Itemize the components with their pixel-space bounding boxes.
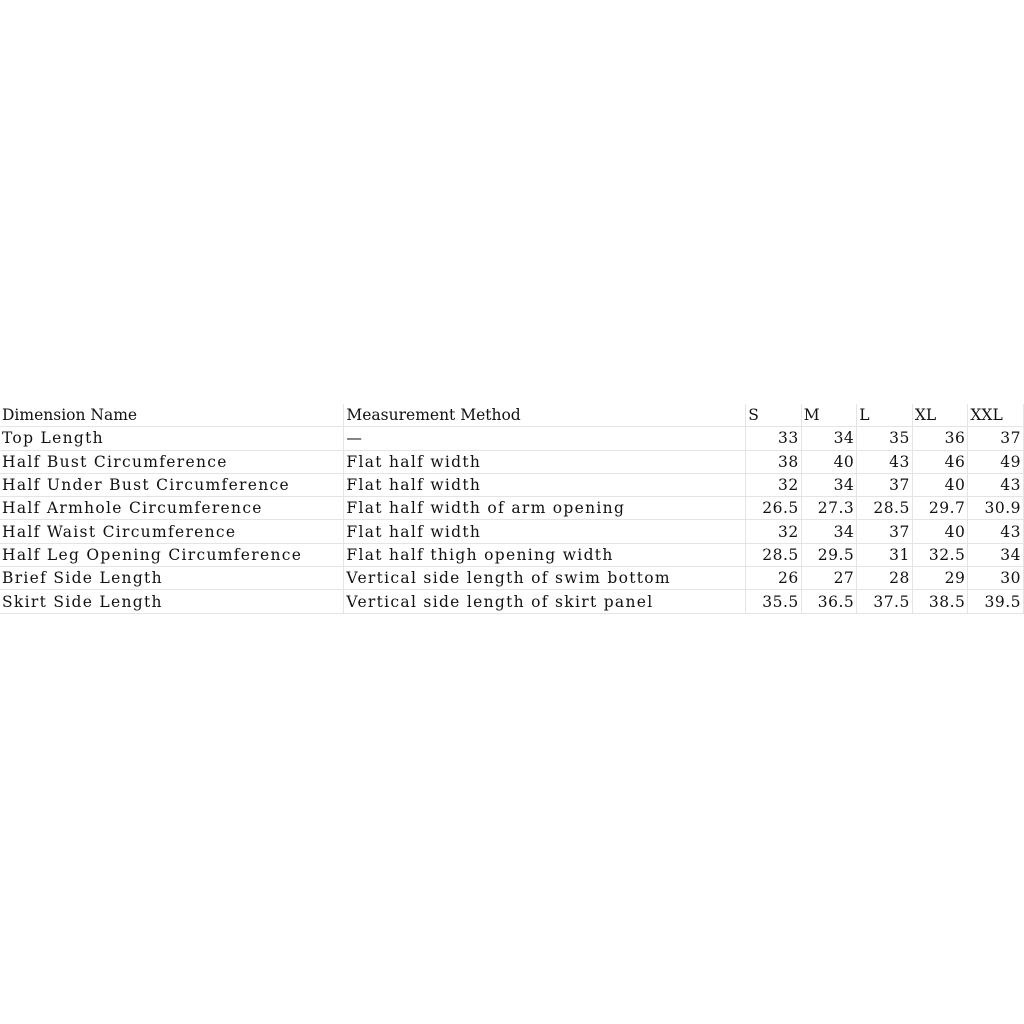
size-value-cell-xxl: 30.9 [968, 497, 1024, 520]
size-value-cell-m: 36.5 [801, 590, 857, 613]
size-value-cell-xl: 40 [912, 473, 968, 496]
header-size-xxl: XXL [968, 404, 1024, 427]
dimension-name-cell: Skirt Side Length [0, 590, 344, 613]
size-value-cell-s: 38 [746, 450, 802, 473]
size-value-cell-xxl: 30 [968, 567, 1024, 590]
size-value-cell-m: 34 [801, 520, 857, 543]
dimension-name-cell: Top Length [0, 427, 344, 450]
measurement-method-cell: Flat half width [344, 520, 746, 543]
dimension-name-cell: Brief Side Length [0, 567, 344, 590]
size-value-cell-m: 27.3 [801, 497, 857, 520]
size-value-cell-l: 28 [857, 567, 913, 590]
size-value-cell-l: 37 [857, 473, 913, 496]
measurement-method-cell: — [344, 427, 746, 450]
size-value-cell-xl: 32.5 [912, 543, 968, 566]
table-header-row [0, 404, 1024, 427]
header-size-s: S [746, 404, 802, 427]
size-value-cell-xxl: 49 [968, 450, 1024, 473]
size-value-cell-xxl: 39.5 [968, 590, 1024, 613]
size-value-cell-xl: 36 [912, 427, 968, 450]
size-value-cell-s: 32 [746, 520, 802, 543]
table-row [0, 473, 1024, 496]
size-value-cell-xxl: 43 [968, 473, 1024, 496]
dimension-name-cell: Half Bust Circumference [0, 450, 344, 473]
size-value-cell-xl: 38.5 [912, 590, 968, 613]
header-dimension-name: Dimension Name [0, 404, 344, 427]
measurement-method-cell: Flat half thigh opening width [344, 543, 746, 566]
size-value-cell-m: 29.5 [801, 543, 857, 566]
size-value-cell-s: 26.5 [746, 497, 802, 520]
measurement-method-cell: Vertical side length of swim bottom [344, 567, 746, 590]
size-value-cell-s: 28.5 [746, 543, 802, 566]
dimension-name-cell: Half Under Bust Circumference [0, 473, 344, 496]
header-measurement-method: Measurement Method [344, 404, 746, 427]
header-size-xl: XL [912, 404, 968, 427]
table-row [0, 427, 1024, 450]
size-value-cell-xxl: 37 [968, 427, 1024, 450]
measurement-method-cell: Flat half width [344, 473, 746, 496]
table-body [0, 427, 1024, 613]
size-value-cell-s: 32 [746, 473, 802, 496]
size-value-cell-xl: 46 [912, 450, 968, 473]
size-chart-table [0, 404, 1024, 614]
measurement-method-cell: Vertical side length of skirt panel [344, 590, 746, 613]
header-size-l: L [857, 404, 913, 427]
measurement-method-cell: Flat half width [344, 450, 746, 473]
size-value-cell-l: 35 [857, 427, 913, 450]
size-value-cell-xl: 29 [912, 567, 968, 590]
table-row [0, 543, 1024, 566]
size-value-cell-xxl: 34 [968, 543, 1024, 566]
size-value-cell-m: 40 [801, 450, 857, 473]
measurement-method-cell: Flat half width of arm opening [344, 497, 746, 520]
size-value-cell-l: 37 [857, 520, 913, 543]
size-value-cell-l: 28.5 [857, 497, 913, 520]
header-size-m: M [801, 404, 857, 427]
size-value-cell-m: 34 [801, 427, 857, 450]
table-row [0, 520, 1024, 543]
size-value-cell-xxl: 43 [968, 520, 1024, 543]
dimension-name-cell: Half Leg Opening Circumference [0, 543, 344, 566]
table-row [0, 590, 1024, 613]
size-value-cell-s: 26 [746, 567, 802, 590]
table-row [0, 497, 1024, 520]
size-value-cell-s: 35.5 [746, 590, 802, 613]
size-value-cell-l: 37.5 [857, 590, 913, 613]
size-value-cell-m: 34 [801, 473, 857, 496]
dimension-name-cell: Half Armhole Circumference [0, 497, 344, 520]
dimension-name-cell: Half Waist Circumference [0, 520, 344, 543]
size-value-cell-l: 43 [857, 450, 913, 473]
size-value-cell-xl: 40 [912, 520, 968, 543]
size-value-cell-s: 33 [746, 427, 802, 450]
size-value-cell-m: 27 [801, 567, 857, 590]
size-value-cell-l: 31 [857, 543, 913, 566]
table-row [0, 567, 1024, 590]
table-row [0, 450, 1024, 473]
size-value-cell-xl: 29.7 [912, 497, 968, 520]
